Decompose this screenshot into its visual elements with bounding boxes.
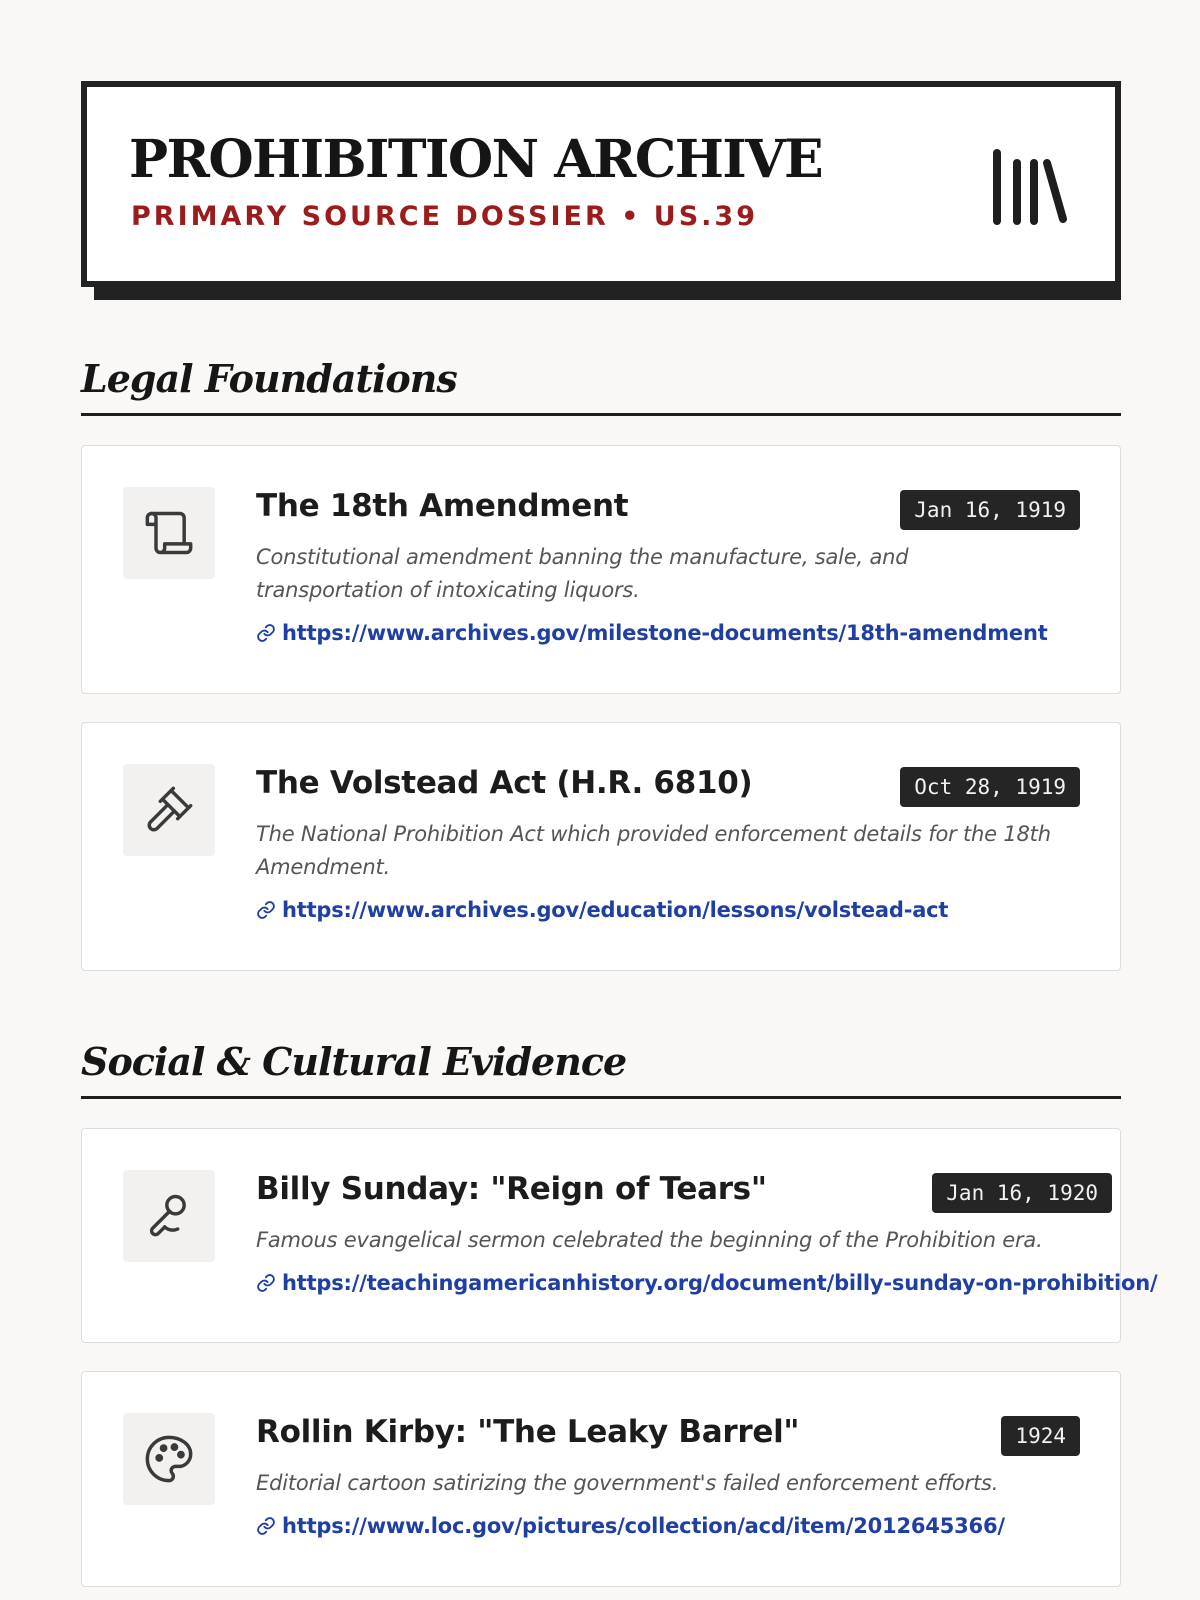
source-link[interactable] [256,898,948,922]
section-title-legal-foundations: Legal Foundations [81,356,1121,416]
source-link[interactable] [256,621,1048,645]
section-title-social-cultural: Social & Cultural Evidence [81,1039,1121,1099]
source-link[interactable] [256,1514,1005,1538]
scroll-icon [143,507,195,559]
link-icon [256,900,276,920]
library-icon [979,143,1069,233]
card-title: The 18th Amendment [256,488,629,524]
card-title: Rollin Kirby: "The Leaky Barrel" [256,1414,800,1450]
link-icon [256,1516,276,1536]
date-badge: 1924 [1001,1416,1080,1456]
card-description: Famous evangelical sermon celebrated the beginning of the Prohibition era. [256,1228,1043,1252]
date-badge: Jan 16, 1919 [900,490,1080,530]
card-icon-box [123,1413,215,1505]
card-icon-box [123,1170,215,1262]
source-url: https://www.archives.gov/education/lessons/volstead-act [282,898,949,922]
source-card [81,1128,1158,1343]
date-badge: Jan 16, 1920 [932,1173,1112,1213]
palette-icon [143,1433,195,1485]
page-title: PROHIBITION ARCHIVE [129,129,823,190]
source-card [81,722,1121,971]
page-subtitle: PRIMARY SOURCE DOSSIER • US.39 [131,201,759,232]
card-icon-box [123,764,215,856]
link-icon [256,623,276,643]
source-url: https://teachingamericanhistory.org/document/billy-sunday-on-prohibition/ [282,1271,1158,1295]
card-description: Constitutional amendment banning the manufacture, sale, and transportation of intoxicating liquors. [256,545,909,602]
source-card [81,445,1121,694]
gavel-icon [143,784,195,836]
card-title: Billy Sunday: "Reign of Tears" [256,1171,767,1207]
source-card [81,1371,1121,1587]
source-link[interactable] [256,1271,1157,1295]
source-url: https://www.loc.gov/pictures/collection/acd/item/2012645366/ [282,1514,1005,1538]
microphone-icon [143,1190,195,1242]
card-title: The Volstead Act (H.R. 6810) [256,765,753,801]
card-description: The National Prohibition Act which provided enforcement details for the 18th Amendment. [256,822,1051,879]
source-url: https://www.archives.gov/milestone-documents/18th-amendment [282,621,1048,645]
dossier-header [81,81,1121,300]
card-description: Editorial cartoon satirizing the government's failed enforcement efforts. [256,1471,999,1495]
link-icon [256,1273,276,1293]
date-badge: Oct 28, 1919 [900,767,1080,807]
header-box [81,81,1121,287]
card-icon-box [123,487,215,579]
